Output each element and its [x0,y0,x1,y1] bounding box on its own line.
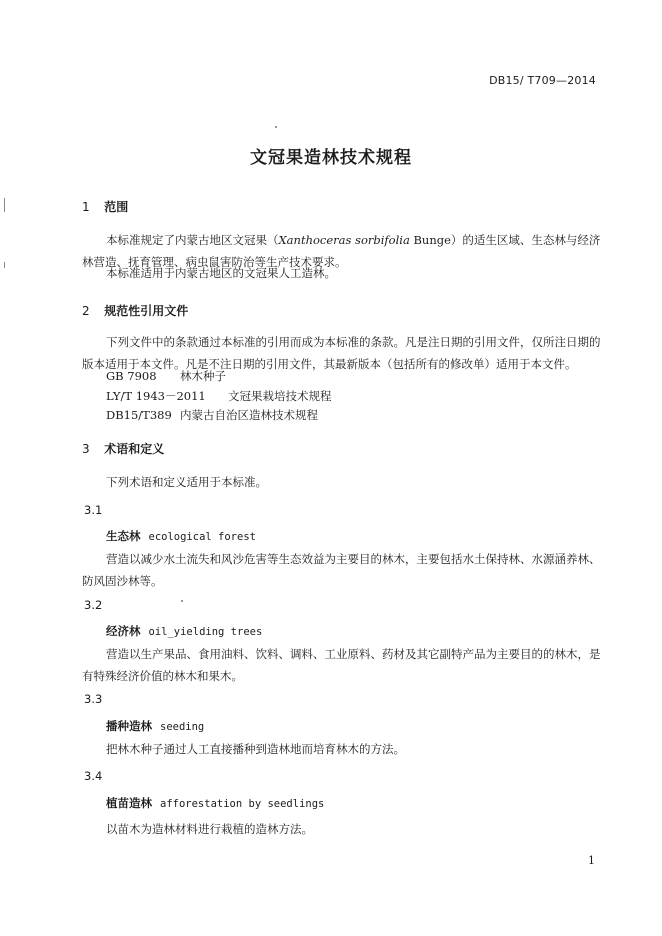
section-heading-normative-refs [82,302,188,319]
scan-edge-mark [4,262,5,268]
term-heading [106,528,256,544]
section-title: 规范性引用文件 [104,304,189,318]
term-zh: 播种造林 [106,719,152,733]
reference-item [106,365,226,387]
section-heading-scope [82,198,128,215]
section-number: 1 [82,200,90,214]
term-number: 3.1 [84,503,103,517]
term-heading [106,795,324,811]
term-definition: 把林木种子通过人工直接播种到造林地而培育林木的方法。 [106,742,405,756]
reference-code: DB15/T389 [106,408,172,422]
term-heading [106,718,204,734]
term-definition: 营造以生产果品、食用油料、饮料、调料、工业原料、药材及其它副特产品为主要目的的林木，是有特殊经济价值的林木和果木。 [82,647,601,683]
standard-code: DB15/ T709—2014 [489,74,596,87]
normative-refs-paragraph: 下列文件中的条款通过本标准的引用而成为本标准的条款。凡是注日期的引用文件，仅所注日期的版本适用于本文件。凡是不注日期的引用文件，其最新版本（包括所有的修改单）适用于本文件。 [82,335,601,371]
section-heading-terms [82,440,164,457]
scan-speck [275,126,277,128]
section-title: 范围 [104,200,129,214]
term-en: seeding [160,721,205,733]
term-definition: 营造以减少水土流失和风沙危害等生态效益为主要目的林木，主要包括水土保持林、水源涵养林、防风固沙林等。 [82,552,601,588]
section-number: 3 [82,442,90,456]
scope-text-part: Bunge）的适生区域、生态林与经济林营造、抚育管理、病虫鼠害防治等生产技术要求。 [82,233,601,269]
term-en: afforestation by seedlings [160,798,325,810]
section-number: 2 [82,304,90,318]
reference-code: LY/T 1943－2011 [106,389,206,403]
term-heading [106,623,262,639]
scope-applicability: 本标准适用于内蒙古地区的文冠果人工造林。 [106,266,336,280]
scan-edge-mark [4,198,5,212]
page-number: 1 [588,854,595,867]
term-zh: 植苗造林 [106,796,152,810]
term-en: ecological forest [148,531,256,543]
term-definition: 以苗木为造林材料进行栽植的造林方法。 [106,822,313,836]
term-number: 3.3 [84,692,103,706]
terms-intro: 下列术语和定义适用于本标准。 [106,475,267,489]
term-zh: 经济林 [106,624,141,638]
reference-item [106,404,318,426]
scope-text-part: 本标准规定了内蒙古地区文冠果（ [106,233,279,247]
document-title: 文冠果造林技术规程 [250,148,412,168]
reference-code: GB 7908 [106,369,157,383]
reference-title: 文冠果栽培技术规程 [228,389,332,403]
reference-title: 林木种子 [180,369,226,383]
term-zh: 生态林 [106,529,141,543]
term-number: 3.4 [84,769,103,783]
scan-speck [181,600,183,602]
section-title: 术语和定义 [104,442,165,456]
scope-latin-name: Xanthoceras sorbifolia [278,233,410,247]
term-number: 3.2 [84,598,103,612]
term-en: oil_yielding trees [148,626,263,638]
reference-title: 内蒙古自治区造林技术规程 [180,408,318,422]
